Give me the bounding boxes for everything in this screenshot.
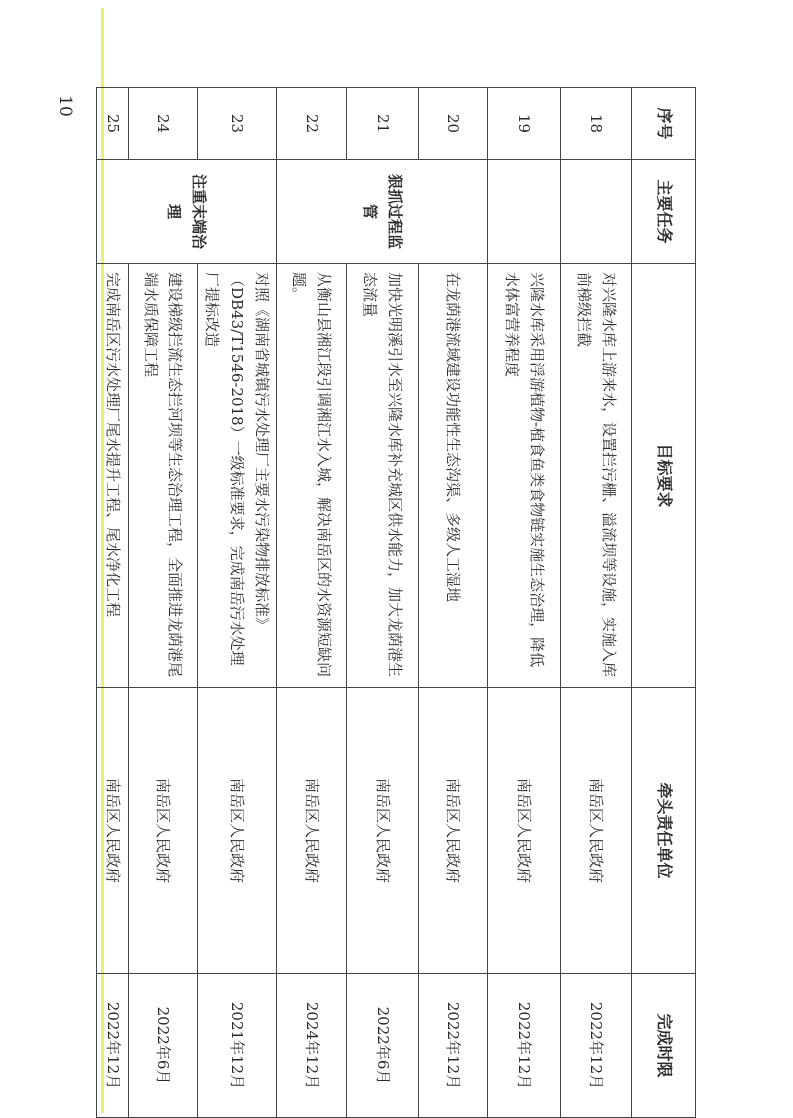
task-table [96, 87, 696, 1118]
header-unit: 牵头责任单位 [632, 688, 696, 974]
row-unit: 南岳区人民政府 [347, 688, 419, 974]
header-row [632, 88, 696, 1118]
row-deadline: 2022年6月 [347, 974, 419, 1118]
row-seq: 22 [277, 88, 347, 160]
page-number: 10 [55, 95, 75, 117]
table-row [561, 88, 632, 1118]
row-unit: 南岳区人民政府 [561, 688, 632, 974]
table-row [197, 88, 276, 1118]
row-unit: 南岳区人民政府 [96, 688, 128, 974]
row-deadline: 2022年12月 [488, 974, 561, 1118]
task-cell-empty [561, 160, 632, 264]
row-deadline: 2022年12月 [561, 974, 632, 1118]
row-unit: 南岳区人民政府 [488, 688, 561, 974]
task-group-end: 注重末端治理 [96, 160, 276, 264]
row-deadline: 2022年12月 [419, 974, 488, 1118]
row-seq: 18 [561, 88, 632, 160]
row-goal: 在龙荫港流域建设功能性生态沟渠、多级人工湿地 [419, 264, 488, 688]
header-seq: 序号 [632, 88, 696, 160]
row-unit: 南岳区人民政府 [128, 688, 197, 974]
task-group-process: 狠抓过程监管 [277, 160, 488, 264]
row-deadline: 2022年6月 [128, 974, 197, 1118]
row-goal: 完成南岳区污水处理厂尾水提升工程、尾水净化工程 [96, 264, 128, 688]
row-goal: 加快光明溪引水至兴隆水库补充城区供水能力，加大龙荫港生态流量 [347, 264, 419, 688]
row-deadline: 2021年12月 [197, 974, 276, 1118]
row-deadline: 2022年12月 [96, 974, 128, 1118]
row-goal: 对照《湖南省城镇污水处理厂主要水污染物排放标准》（DB43/T1546-2018）一级标准要求，完成南岳污水处理厂提标改造 [197, 264, 276, 688]
row-unit: 南岳区人民政府 [419, 688, 488, 974]
task-cell-empty [488, 160, 561, 264]
task-table-container [104, 87, 696, 1117]
row-seq: 19 [488, 88, 561, 160]
header-deadline: 完成时限 [632, 974, 696, 1118]
row-goal: 对兴隆水库上游来水，设置拦污栅、溢流坝等设施，实施入库前梯级拦截 [561, 264, 632, 688]
header-task: 主要任务 [632, 160, 696, 264]
table-row [419, 88, 488, 1118]
table-row [488, 88, 561, 1118]
row-seq: 23 [197, 88, 276, 160]
row-seq: 25 [96, 88, 128, 160]
row-goal: 兴隆水库采用浮游植物-植食鱼类食物链实施生态治理，降低水体富营养程度 [488, 264, 561, 688]
row-goal: 建设梯级拦流生态拦河坝等生态治理工程，全面推进龙荫港尾端水质保障工程 [128, 264, 197, 688]
header-goal: 目标要求 [632, 264, 696, 688]
row-unit: 南岳区人民政府 [277, 688, 347, 974]
row-seq: 24 [128, 88, 197, 160]
row-seq: 20 [419, 88, 488, 160]
row-goal: 从衡山县湘江段引调湘江水入城，解决南岳区的水资源短缺问题。 [277, 264, 347, 688]
row-seq: 21 [347, 88, 419, 160]
row-deadline: 2024年12月 [277, 974, 347, 1118]
row-unit: 南岳区人民政府 [197, 688, 276, 974]
